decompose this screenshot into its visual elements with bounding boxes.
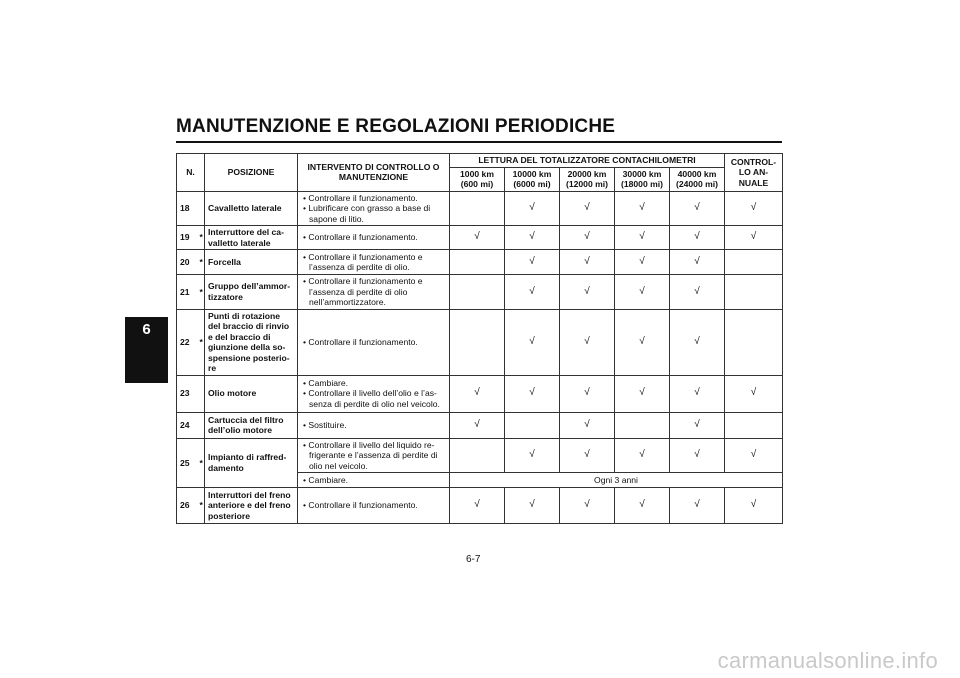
check-cell: √ [670,375,725,412]
header-annual: CONTROL-LO AN-NUALE [725,154,783,192]
check-cell: √ [725,191,783,226]
row-star [197,412,205,438]
check-cell: √ [505,275,560,310]
row-item: Impianto di raffred-damento [205,438,298,488]
check-cell: √ [560,191,615,226]
check-cell: √ [450,226,505,250]
check-cell: √ [505,250,560,275]
check-cell: √ [560,438,615,473]
row-item: Cavalletto laterale [205,191,298,226]
table-row [177,191,783,226]
table-row [177,250,783,275]
page-number: 6-7 [466,554,481,565]
row-number: 26 [177,488,197,524]
row-item: Olio motore [205,375,298,412]
row-number: 19 [177,226,197,250]
row-number: 18 [177,191,197,226]
row-item: Interruttori del freno anteriore e del freno posteriore [205,488,298,524]
action-text: • Controllare il funzionamento e l’assenza di perdite di olio. [301,252,446,273]
check-cell [450,438,505,473]
check-cell: √ [615,250,670,275]
check-cell: √ [505,375,560,412]
header-num: N. [177,154,205,192]
row-item: Cartuccia del filtro dell’olio motore [205,412,298,438]
chapter-number: 6 [142,321,151,338]
header-interval: 40000 km (24000 mi) [670,167,725,191]
header-interval: 30000 km (18000 mi) [615,167,670,191]
check-cell [725,309,783,375]
table-row [177,275,783,310]
check-cell: √ [560,412,615,438]
check-cell [450,250,505,275]
check-cell: √ [560,309,615,375]
row-number: 25 [177,438,197,488]
check-cell: √ [450,488,505,524]
watermark: carmanualsonline.info [717,648,938,673]
row-star: * [197,309,205,375]
row-action [298,191,450,226]
row-star: * [197,250,205,275]
check-cell: √ [670,226,725,250]
header-odometer: LETTURA DEL TOTALIZZATORE CONTACHILOMETRI [450,154,725,168]
action-text: • Controllare il livello dell’olio e l’as-senza di perdite di olio nel veicolo. [301,388,446,409]
row-action [298,309,450,375]
row-star: * [197,438,205,488]
action-text: • Controllare il funzionamento e l’assenza di perdite di olio nell’ammortizzatore. [301,276,446,308]
check-cell: √ [725,226,783,250]
header-interval: 1000 km (600 mi) [450,167,505,191]
header-position: POSIZIONE [205,154,298,192]
row-item: Punti di rotazione del braccio di rinvio e del braccio di giunzione della so-spensione posterio-re [205,309,298,375]
check-cell: √ [505,488,560,524]
table-row [177,412,783,438]
row-action: • Controllare il funzionamento. [298,488,450,524]
check-cell: √ [615,375,670,412]
row-action [298,226,450,250]
check-cell [725,412,783,438]
check-cell: √ [670,250,725,275]
row-star: * [197,275,205,310]
check-cell: √ [670,309,725,375]
row-item: Interruttore del ca-valletto laterale [205,226,298,250]
action-text: • Cambiare. [301,378,446,389]
header-intervention: INTERVENTO DI CONTROLLO O MANUTENZIONE [298,154,450,192]
check-cell [450,275,505,310]
action-text: • Controllare il funzionamento. [301,193,446,204]
header-interval: 10000 km (6000 mi) [505,167,560,191]
check-cell: √ [670,191,725,226]
table-row [177,226,783,250]
check-cell: √ [670,438,725,473]
check-cell: √ [560,226,615,250]
row-action: • Cambiare. [298,473,450,488]
action-text: • Controllare il funzionamento. [301,337,446,348]
check-cell: √ [615,226,670,250]
check-cell: √ [725,488,783,524]
table-row [177,438,783,473]
check-cell [725,275,783,310]
action-text: • Lubrificare con grasso a base di sapone di litio. [301,203,446,224]
header-interval: 20000 km (12000 mi) [560,167,615,191]
check-cell: √ [560,488,615,524]
row-number: 23 [177,375,197,412]
row-star: * [197,488,205,524]
check-cell: √ [450,412,505,438]
row-star [197,375,205,412]
row-number: 24 [177,412,197,438]
check-cell: √ [725,438,783,473]
interval-note: Ogni 3 anni [450,473,783,488]
check-cell: √ [670,412,725,438]
action-text: • Controllare il funzionamento. [301,232,446,243]
check-cell [725,250,783,275]
row-action [298,250,450,275]
maintenance-table [176,153,783,524]
check-cell [505,412,560,438]
table-row [177,375,783,412]
chapter-tab [125,317,168,383]
header-row-1 [177,154,783,168]
check-cell: √ [560,375,615,412]
table-row [177,488,783,524]
table-row [177,309,783,375]
check-cell: √ [615,438,670,473]
row-action: • Controllare il livello del liquido re-frigerante e l’assenza di perdite di olio nel veicolo. [298,438,450,473]
row-action [298,375,450,412]
check-cell [450,309,505,375]
check-cell: √ [505,226,560,250]
check-cell: √ [670,488,725,524]
row-number: 22 [177,309,197,375]
row-star [197,191,205,226]
check-cell: √ [450,375,505,412]
check-cell: √ [725,375,783,412]
row-action [298,275,450,310]
page-title: MANUTENZIONE E REGOLAZIONI PERIODICHE [176,116,616,137]
check-cell [615,412,670,438]
row-star: * [197,226,205,250]
action-text: • Sostituire. [301,420,446,431]
check-cell: √ [615,309,670,375]
check-cell: √ [615,488,670,524]
check-cell: √ [505,438,560,473]
check-cell: √ [670,275,725,310]
row-number: 21 [177,275,197,310]
check-cell [450,191,505,226]
check-cell: √ [615,191,670,226]
check-cell: √ [560,250,615,275]
row-action [298,412,450,438]
check-cell: √ [505,191,560,226]
row-item: Forcella [205,250,298,275]
title-divider [176,141,782,143]
row-number: 20 [177,250,197,275]
check-cell: √ [560,275,615,310]
row-item: Gruppo dell’ammor-tizzatore [205,275,298,310]
check-cell: √ [505,309,560,375]
check-cell: √ [615,275,670,310]
